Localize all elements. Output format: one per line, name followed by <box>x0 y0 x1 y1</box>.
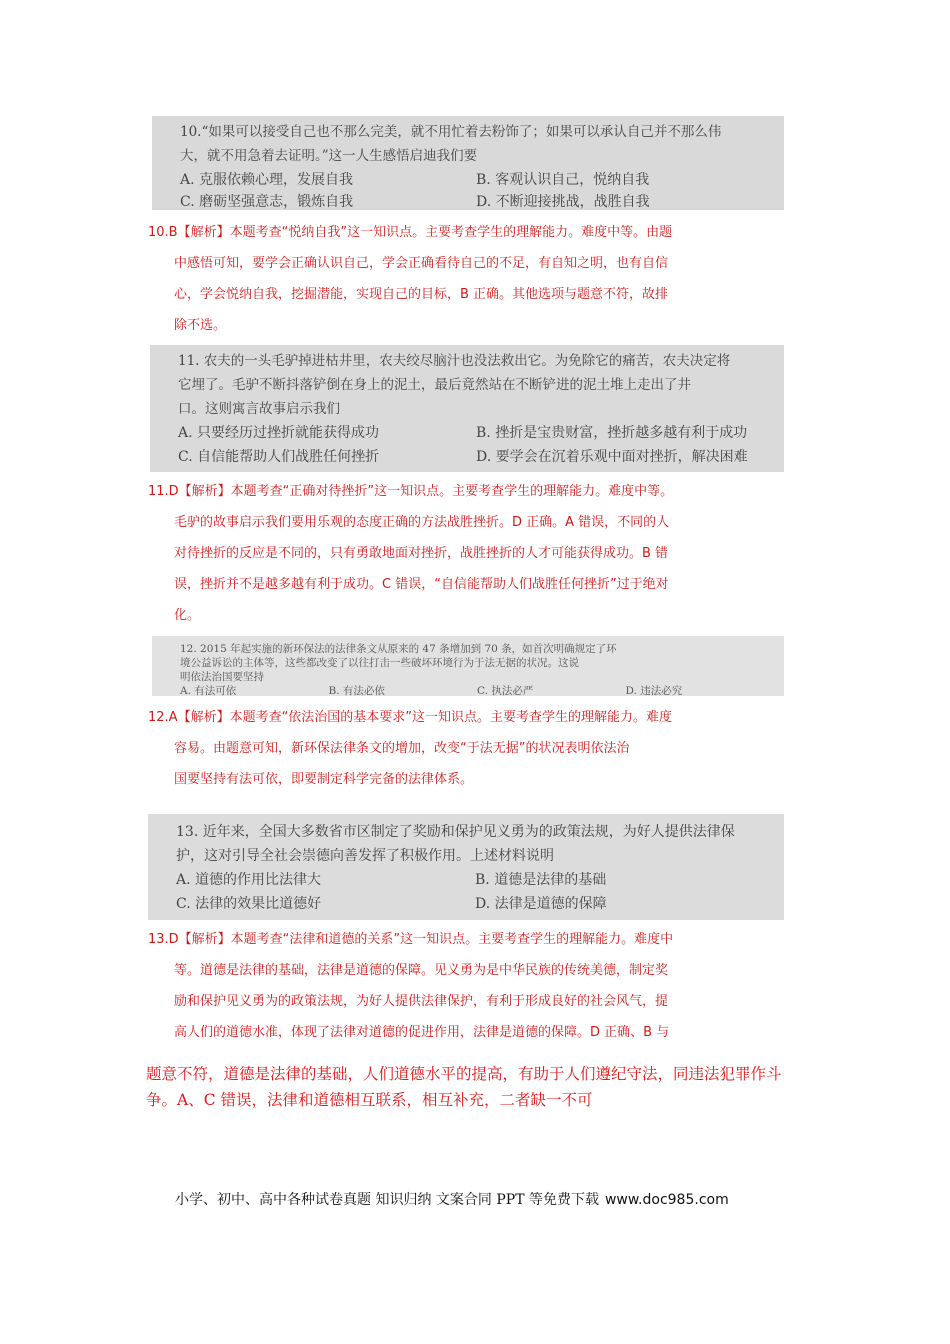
question-10-option-c: C. 磨砺坚强意志，锻炼自我 <box>180 194 354 210</box>
question-12-stem-line2: 境公益诉讼的主体等，这些都改变了以往打击一些破坏环境行为于法无据的状况。这说 <box>180 657 579 669</box>
question-13-scan <box>148 814 784 920</box>
question-13-options-row1 <box>176 868 774 892</box>
analysis-line: 容易。由题意可知，新环保法律条文的增加，改变“于法无据”的状况表明依法治 <box>174 741 630 756</box>
question-13-stem-line2: 护，这对引导全社会崇德向善发挥了积极作用。上述材料说明 <box>176 848 554 864</box>
analysis-line: 心，学会悦纳自我，挖掘潜能，实现自己的目标，B 正确。其他选项与题意不符，故排 <box>174 287 669 302</box>
question-10-option-a: A. 克服依赖心理，发展自我 <box>180 172 354 188</box>
analysis-line: 国要坚持有法可依，即要制定科学完备的法律体系。 <box>174 772 474 787</box>
question-10-options-row2 <box>180 190 772 214</box>
question-12-stem-line1: 12. 2015 年起实施的新环保法的法律条文从原来的 47 条增加到 70 条，如首次明确规定了环 <box>180 643 617 655</box>
question-13-option-d: D. 法律是道德的保障 <box>475 896 607 912</box>
question-13-option-c: C. 法律的效果比道德好 <box>176 896 322 912</box>
analysis-line: 13.D【解析】本题考查“法律和道德的关系”这一知识点。主要考查学生的理解能力。难度中 <box>148 932 674 947</box>
analysis-line: 化。 <box>174 608 201 623</box>
analysis-line: 中感悟可知，要学会正确认识自己，学会正确看待自己的不足，有自知之明，也有自信 <box>174 256 669 271</box>
question-10-scan <box>152 116 784 210</box>
question-13-stem-line1: 13. 近年来，全国大多数省市区制定了奖励和保护见义勇为的政策法规，为好人提供法律保 <box>176 824 735 840</box>
analysis-line: 等。道德是法律的基础，法律是道德的保障。见义勇为是中华民族的传统美德，制定奖 <box>174 963 669 978</box>
analysis-line: 毛驴的故事启示我们要用乐观的态度正确的方法战胜挫折。D 正确。A 错误，不同的人 <box>174 515 670 530</box>
page-footer <box>175 1189 825 1209</box>
analysis-line: 误，挫折并不是越多越有利于成功。C 错误，“自信能帮助人们战胜任何挫折”过于绝对 <box>174 577 669 592</box>
analysis-line: 除不选。 <box>174 318 227 333</box>
question-11-option-b: B. 挫折是宝贵财富，挫折越多越有利于成功 <box>476 425 748 441</box>
question-13-analysis-continued: 题意不符，道德是法律的基础，人们道德水平的提高，有助于人们遵纪守法，同违法犯罪作斗争。A、C 错误，法律和道德相互联系，相互补充，二者缺一不可 <box>146 1065 782 1109</box>
analysis-line: 励和保护见义勇为的政策法规，为好人提供法律保护，有利于形成良好的社会风气，提 <box>174 994 669 1009</box>
question-10-option-d: D. 不断迎接挑战，战胜自我 <box>476 194 650 210</box>
question-10-options-row1 <box>180 168 772 192</box>
question-10-stem-line2: 大，就不用急着去证明。”这一人生感悟启迪我们要 <box>180 148 478 164</box>
question-13-option-b: B. 道德是法律的基础 <box>475 872 607 888</box>
analysis-line: 12.A【解析】本题考查“依法治国的基本要求”这一知识点。主要考查学生的理解能力。难度 <box>148 710 673 725</box>
footer-url[interactable]: www.doc985.com <box>604 1192 729 1208</box>
question-13-analysis <box>148 924 674 1048</box>
question-10-option-b: B. 客观认识自己，悦纳自我 <box>476 172 650 188</box>
question-11-options-row2 <box>178 445 774 469</box>
question-11-option-a: A. 只要经历过挫折就能获得成功 <box>178 425 380 441</box>
question-11-stem-line3: 口。这则寓言故事启示我们 <box>178 401 340 417</box>
question-12-scan <box>152 636 784 696</box>
question-11-stem-line2: 它埋了。毛驴不断抖落铲倒在身上的泥土，最后竟然站在不断铲进的泥土堆上走出了井 <box>178 377 691 393</box>
analysis-line: 10.B【解析】本题考查“悦纳自我”这一知识点。主要考查学生的理解能力。难度中等。由题 <box>148 225 673 240</box>
question-11-scan <box>150 345 784 472</box>
footer-text: 小学、初中、高中各种试卷真题 知识归纳 文案合同 PPT 等免费下载 <box>175 1192 599 1208</box>
question-12-option-a: A. 有法可依 <box>180 685 237 697</box>
question-13-option-a: A. 道德的作用比法律大 <box>176 872 322 888</box>
question-11-options-row1 <box>178 421 774 445</box>
question-10-analysis <box>148 217 673 341</box>
question-12-stem-line3: 明依法治国要坚持 <box>180 671 264 683</box>
question-11-analysis <box>148 476 674 631</box>
analysis-line: 高人们的道德水准，体现了法律对道德的促进作用，法律是道德的保障。D 正确、B 与 <box>174 1025 670 1040</box>
question-12-option-c: C. 执法必严 <box>477 685 534 697</box>
question-11-option-d: D. 要学会在沉着乐观中面对挫折，解决困难 <box>476 449 748 465</box>
question-12-options-row <box>180 684 774 698</box>
question-13-options-row2 <box>176 892 774 916</box>
analysis-line: 对待挫折的反应是不同的，只有勇敢地面对挫折，战胜挫折的人才可能获得成功。B 错 <box>174 546 669 561</box>
question-10-stem-line1: 10.“如果可以接受自己也不那么完美，就不用忙着去粉饰了；如果可以承认自己并不那么伟 <box>180 124 722 140</box>
question-11-option-c: C. 自信能帮助人们战胜任何挫折 <box>178 449 380 465</box>
analysis-line: 11.D【解析】本题考查“正确对待挫折”这一知识点。主要考查学生的理解能力。难度中等。 <box>148 484 674 499</box>
question-12-analysis <box>148 702 673 795</box>
question-12-option-b: B. 有法必依 <box>328 685 385 697</box>
question-11-stem-line1: 11. 农夫的一头毛驴掉进枯井里，农夫绞尽脑汁也没法救出它。为免除它的痛苦，农夫决定将 <box>178 353 731 369</box>
question-12-option-d: D. 违法必究 <box>625 685 683 697</box>
